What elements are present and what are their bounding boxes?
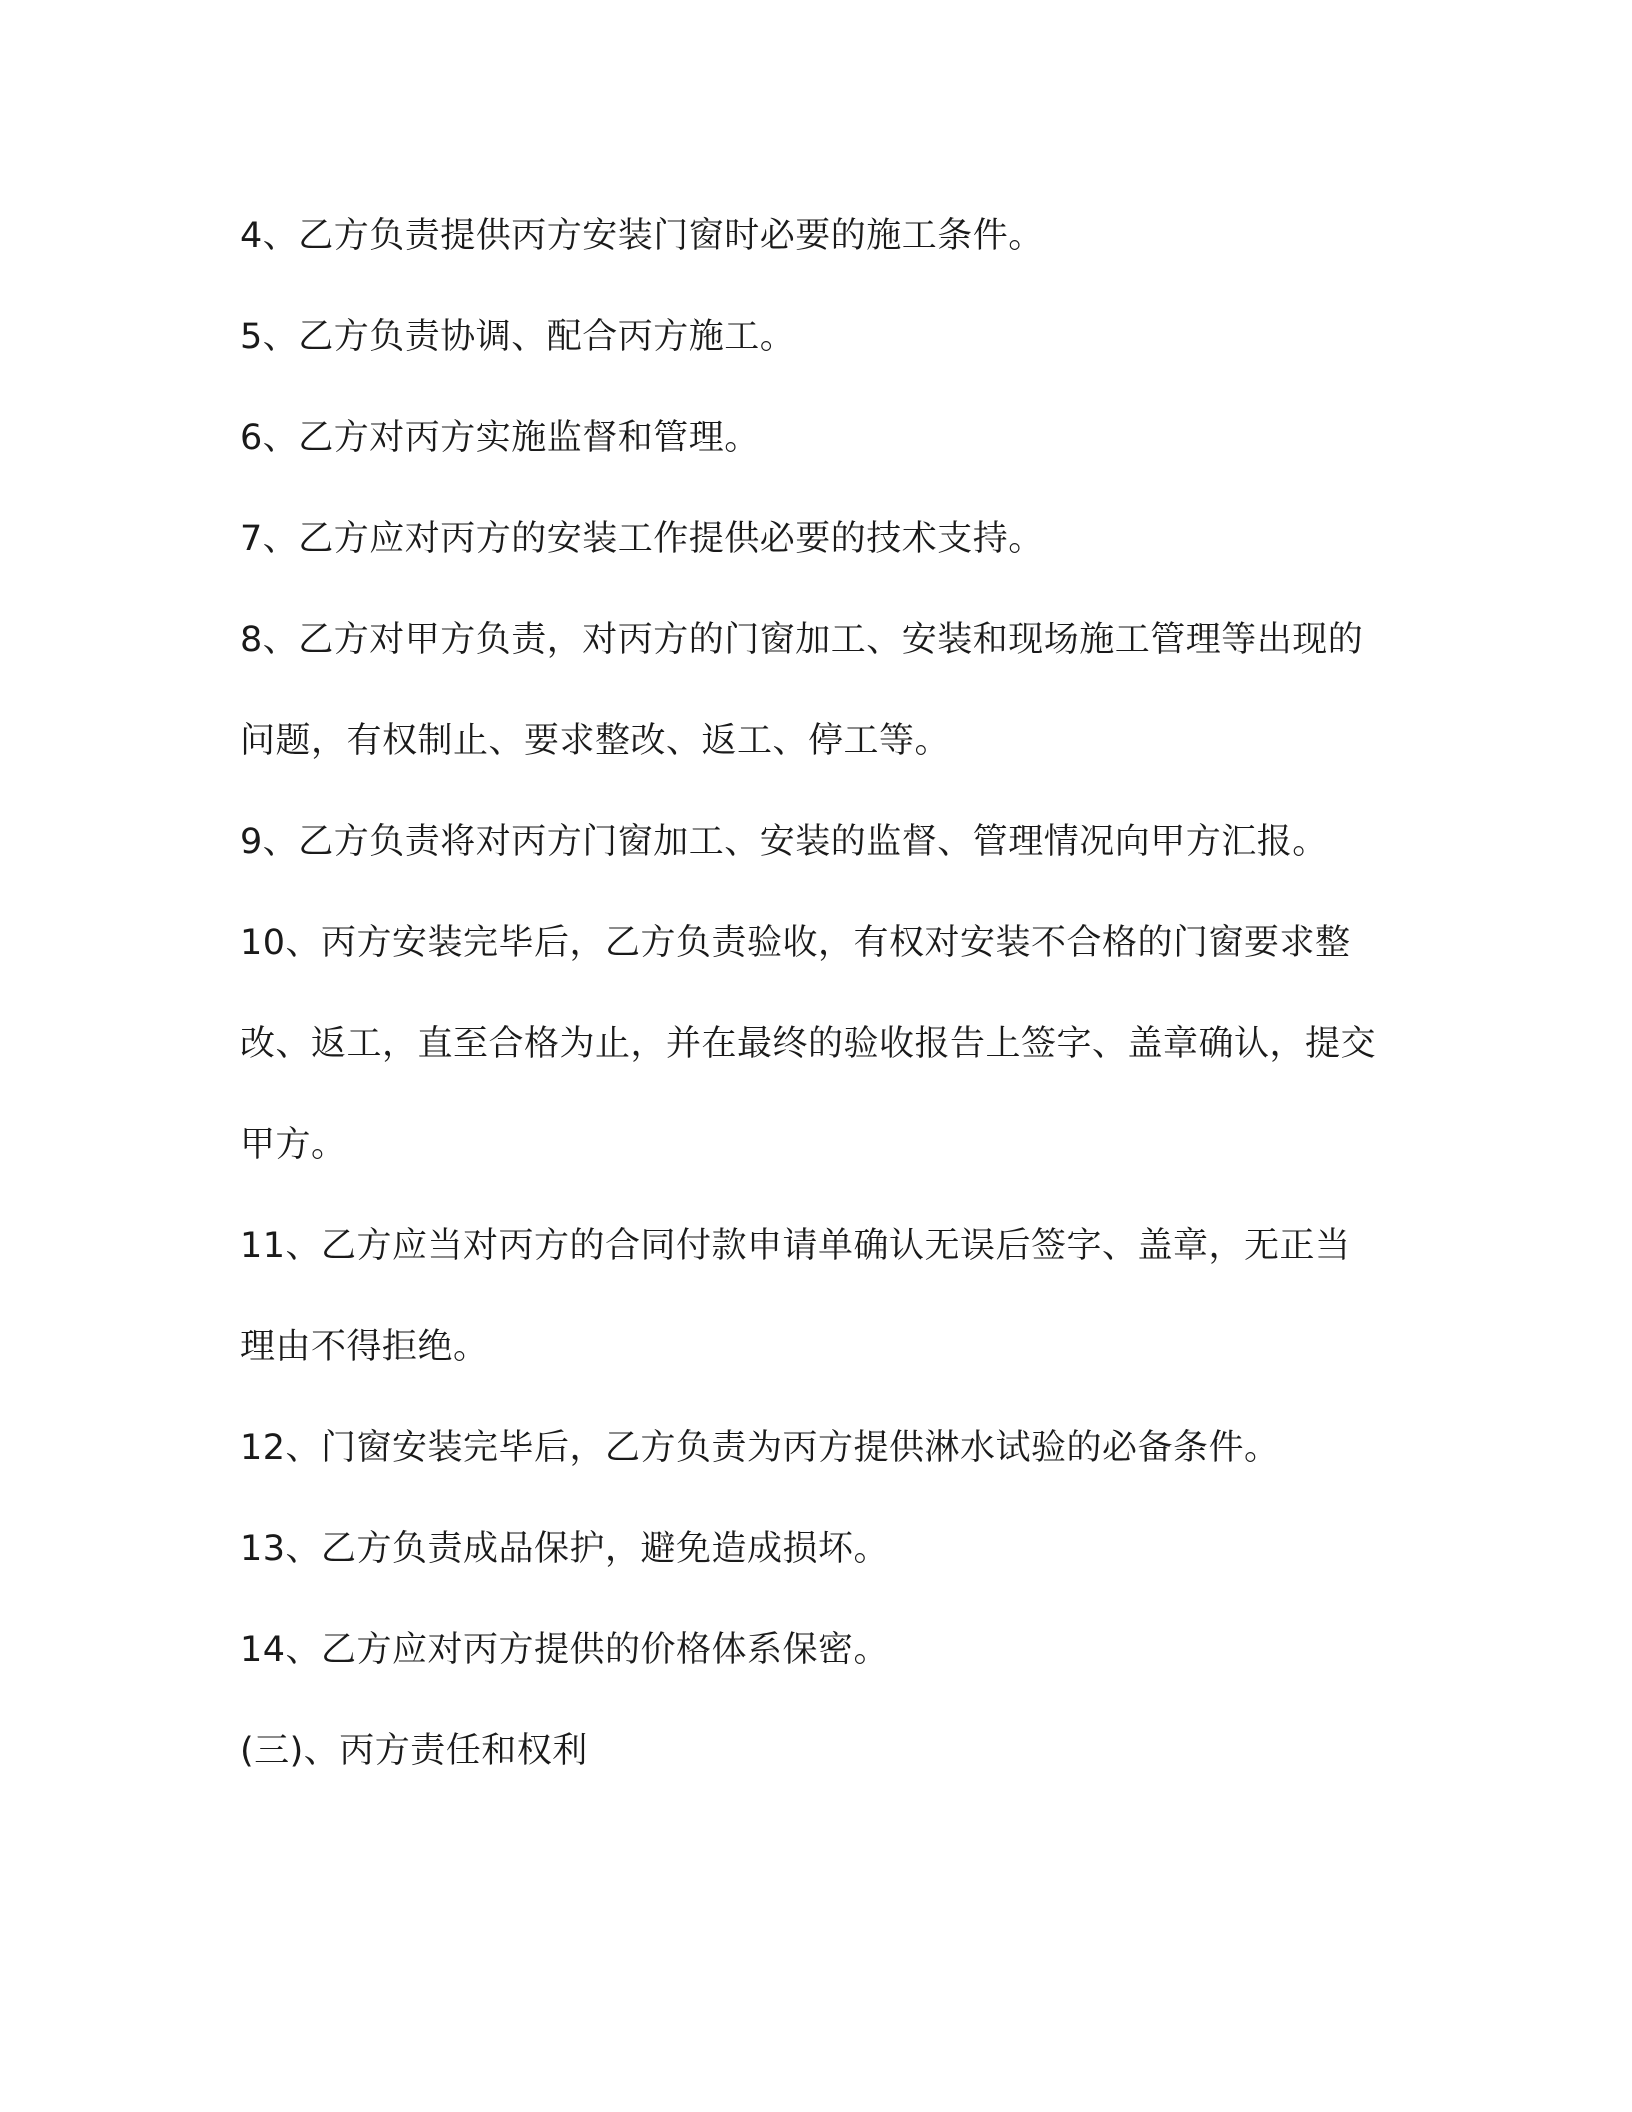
clause-4: 4、乙方负责提供丙方安装门窗时必要的施工条件。 [240,216,1044,256]
clause-11: 11、乙方应当对丙方的合同付款申请单确认无误后签字、盖章，无正当理由不得拒绝。 [240,1226,1351,1367]
clause-6: 6、乙方对丙方实施监督和管理。 [240,418,760,458]
section-heading-3: (三)、丙方责任和权利 [240,1731,588,1771]
clause-13: 13、乙方负责成品保护，避免造成损坏。 [240,1529,890,1569]
clause-12: 12、门窗安装完毕后，乙方负责为丙方提供淋水试验的必备条件。 [240,1428,1280,1468]
clause-7: 7、乙方应对丙方的安装工作提供必要的技术支持。 [240,519,1044,559]
clause-9: 9、乙方负责将对丙方门窗加工、安装的监督、管理情况向甲方汇报。 [240,822,1328,862]
clause-5: 5、乙方负责协调、配合丙方施工。 [240,317,796,357]
document-body [240,186,1380,1802]
clause-10: 10、丙方安装完毕后，乙方负责验收，有权对安装不合格的门窗要求整改、返工，直至合格为止，并在最终的验收报告上签字、盖章确认，提交甲方。 [240,923,1377,1165]
clause-14: 14、乙方应对丙方提供的价格体系保密。 [240,1630,890,1670]
clause-8: 8、乙方对甲方负责，对丙方的门窗加工、安装和现场施工管理等出现的问题，有权制止、要求整改、返工、停工等。 [240,620,1364,761]
